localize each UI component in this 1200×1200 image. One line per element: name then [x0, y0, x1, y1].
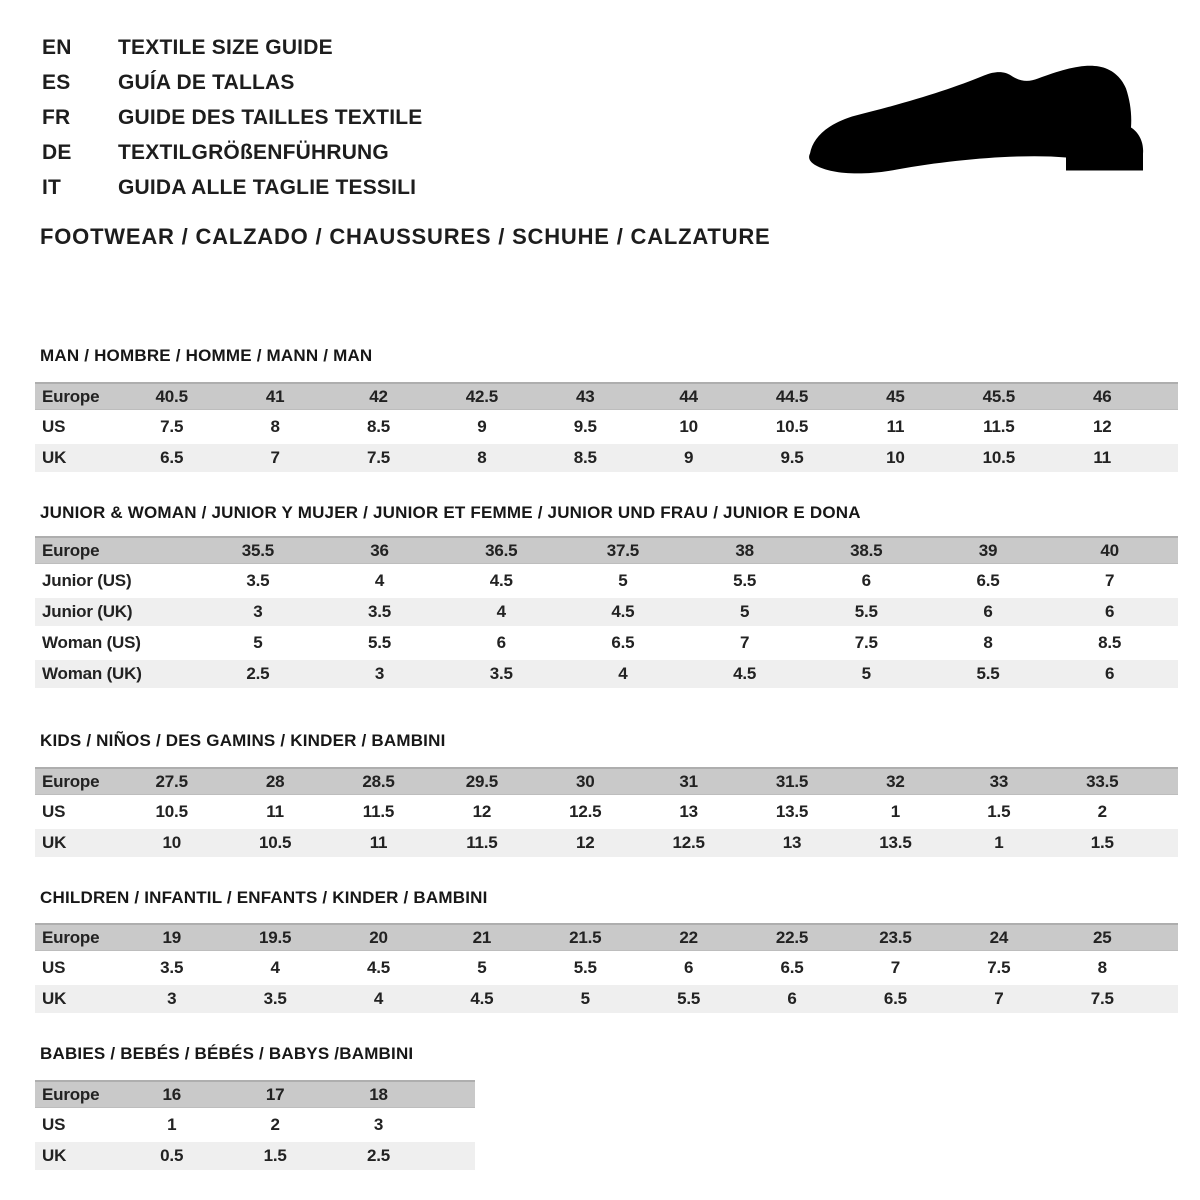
- table-row-babies-us: [35, 1111, 475, 1139]
- size-cell: 11.5: [362, 802, 395, 821]
- size-cell: 7.5: [1090, 989, 1114, 1008]
- size-table-babies: [35, 1080, 475, 1173]
- size-cell: 8.5: [573, 448, 597, 467]
- size-cell: 7: [890, 958, 901, 977]
- size-cell: 4.5: [470, 989, 494, 1008]
- size-cell: 31: [679, 771, 698, 791]
- size-cell: 3.5: [263, 989, 287, 1008]
- size-cell: 8: [983, 633, 993, 652]
- table-row-junior-woman-europe: [35, 536, 1178, 564]
- size-cell: 10.5: [155, 802, 188, 821]
- size-cell: 5.5: [854, 602, 878, 621]
- size-cell: 2: [270, 1115, 280, 1134]
- size-cell: 3: [373, 1115, 384, 1134]
- size-cell: 6: [861, 571, 871, 590]
- table-row-children-europe: [35, 923, 1178, 951]
- size-cell: 36.5: [485, 540, 518, 560]
- size-cell: 3.5: [368, 602, 392, 621]
- size-cell: 24: [989, 927, 1009, 947]
- language-title: GUÍA DE TALLAS: [118, 70, 295, 94]
- size-cell: 3.5: [246, 571, 270, 590]
- size-cell: 6: [983, 602, 993, 621]
- size-cell: 10: [886, 448, 905, 467]
- size-cell: 11: [886, 417, 905, 436]
- size-cell: 5.5: [976, 664, 1000, 683]
- size-cell: 5: [739, 602, 750, 621]
- size-cell: 0.5: [160, 1146, 184, 1165]
- size-cell: 5.5: [368, 633, 392, 652]
- size-cell: 8: [477, 448, 487, 467]
- size-cell: 6.5: [780, 958, 804, 977]
- size-cell: 7: [739, 633, 750, 652]
- size-cell: 11.5: [466, 833, 498, 852]
- table-row-kids-europe: [35, 767, 1178, 795]
- table-row-man-us: [35, 413, 1178, 441]
- language-code: FR: [42, 105, 71, 129]
- size-cell: 28: [265, 771, 285, 791]
- language-title: TEXTILE SIZE GUIDE: [118, 35, 333, 59]
- size-cell: 35.5: [241, 540, 274, 560]
- size-cell: 42: [369, 386, 388, 406]
- size-cell: 18: [369, 1084, 388, 1104]
- size-cell: 5.5: [733, 571, 757, 590]
- language-row: [42, 100, 422, 135]
- row-label: Europe: [42, 386, 100, 406]
- size-cell: 29.5: [465, 771, 499, 791]
- size-cell: 13: [782, 833, 802, 852]
- size-cell: 10.5: [775, 417, 809, 436]
- table-row-children-us: [35, 954, 1178, 982]
- size-cell: 27.5: [155, 771, 188, 791]
- size-cell: 11.5: [983, 417, 1015, 436]
- size-cell: 10: [162, 833, 181, 852]
- row-label: Europe: [42, 927, 100, 947]
- size-cell: 1: [994, 833, 1004, 852]
- table-row-babies-europe: [35, 1080, 475, 1108]
- size-cell: 20: [369, 927, 388, 947]
- row-label: Junior (US): [42, 571, 132, 590]
- size-cell: 11: [369, 833, 388, 852]
- section-title-man: MAN / HOMBRE / HOMME / MANN / MAN: [40, 346, 373, 365]
- row-label: UK: [42, 1146, 67, 1165]
- table-row-babies-uk: [35, 1142, 475, 1170]
- size-cell: 4.5: [611, 602, 635, 621]
- size-table-kids: [35, 767, 1178, 860]
- size-cell: 4.5: [366, 958, 390, 977]
- size-cell: 5: [861, 664, 871, 683]
- size-cell: 38.5: [850, 540, 883, 560]
- size-cell: 7.5: [854, 633, 878, 652]
- size-cell: 9: [477, 417, 487, 436]
- table-row-junior-woman-junior-us-: [35, 567, 1178, 595]
- size-cell: 42.5: [465, 386, 499, 406]
- size-cell: 2.5: [366, 1146, 390, 1165]
- language-code: EN: [42, 35, 72, 59]
- size-cell: 23.5: [879, 927, 912, 947]
- size-cell: 5.5: [573, 958, 597, 977]
- table-row-man-europe: [35, 382, 1178, 410]
- size-cell: 2.5: [246, 664, 270, 683]
- size-cell: 6: [684, 958, 694, 977]
- size-cell: 16: [162, 1084, 181, 1104]
- size-cell: 33.5: [1086, 771, 1119, 791]
- size-cell: 13.5: [879, 833, 912, 852]
- size-cell: 8.5: [366, 417, 390, 436]
- table-row-kids-uk: [35, 829, 1178, 857]
- size-cell: 5: [580, 989, 590, 1008]
- row-label: Woman (US): [42, 633, 141, 652]
- row-label: UK: [42, 989, 67, 1008]
- size-cell: 4: [374, 571, 385, 590]
- row-label: US: [42, 1115, 66, 1134]
- table-row-junior-woman-woman-uk-: [35, 660, 1178, 688]
- size-cell: 28.5: [362, 771, 395, 791]
- size-cell: 21.5: [569, 927, 602, 947]
- language-title: GUIDE DES TAILLES TEXTILE: [118, 105, 423, 129]
- size-cell: 12.5: [569, 802, 602, 821]
- size-cell: 8: [270, 417, 280, 436]
- size-cell: 4: [496, 602, 506, 621]
- size-cell: 3.5: [489, 664, 513, 683]
- table-row-children-uk: [35, 985, 1178, 1013]
- table-row-kids-us: [35, 798, 1178, 826]
- size-cell: 11: [266, 802, 284, 821]
- size-cell: 8: [1097, 958, 1107, 977]
- size-cell: 36: [370, 540, 389, 560]
- size-table-junior-woman: [35, 536, 1178, 691]
- size-cell: 30: [576, 771, 595, 791]
- size-cell: 6.5: [611, 633, 635, 652]
- size-cell: 5: [477, 958, 487, 977]
- language-row: [42, 135, 422, 170]
- size-cell: 1: [890, 802, 901, 821]
- size-cell: 6: [1105, 602, 1115, 621]
- row-label: Junior (UK): [42, 602, 133, 621]
- size-cell: 2: [1097, 802, 1107, 821]
- size-cell: 6.5: [976, 571, 1000, 590]
- size-cell: 7.5: [160, 417, 184, 436]
- size-cell: 4: [618, 664, 628, 683]
- size-cell: 46: [1092, 386, 1112, 406]
- size-cell: 10.5: [258, 833, 292, 852]
- size-cell: 9.5: [573, 417, 597, 436]
- language-row: [42, 65, 422, 100]
- row-label: US: [42, 802, 66, 821]
- language-code: DE: [42, 140, 72, 164]
- size-cell: 45.5: [982, 386, 1015, 406]
- language-row: [42, 30, 422, 65]
- size-cell: 19: [162, 927, 181, 947]
- language-row: [42, 170, 422, 205]
- section-title-babies: BABIES / BEBÉS / BÉBÉS / BABYS /BAMBINI: [40, 1044, 414, 1063]
- dress-shoe-icon: [800, 56, 1150, 196]
- size-table-children: [35, 923, 1178, 1016]
- size-cell: 1.5: [987, 802, 1011, 821]
- size-cell: 13.5: [775, 802, 809, 821]
- row-label: UK: [42, 833, 67, 852]
- size-cell: 44.5: [775, 386, 809, 406]
- size-cell: 4: [270, 958, 280, 977]
- size-cell: 43: [576, 386, 595, 406]
- row-label: UK: [42, 448, 67, 467]
- size-cell: 39: [978, 540, 998, 560]
- row-label: Woman (UK): [42, 664, 142, 683]
- section-title-children: CHILDREN / INFANTIL / ENFANTS / KINDER / BAMBINI: [40, 888, 488, 907]
- size-cell: 19.5: [258, 927, 292, 947]
- row-label: US: [42, 958, 66, 977]
- size-cell: 25: [1092, 927, 1112, 947]
- size-cell: 17: [265, 1084, 285, 1104]
- size-cell: 10: [679, 417, 698, 436]
- size-cell: 12: [576, 833, 595, 852]
- language-code: IT: [42, 175, 62, 199]
- size-cell: 9.5: [780, 448, 804, 467]
- size-cell: 7: [1105, 571, 1115, 590]
- size-cell: 22: [679, 927, 698, 947]
- language-code: ES: [42, 70, 71, 94]
- row-label: Europe: [42, 771, 100, 791]
- size-cell: 1.5: [263, 1146, 287, 1165]
- size-cell: 7.5: [987, 958, 1011, 977]
- size-cell: 7.5: [366, 448, 390, 467]
- section-title-kids: KIDS / NIÑOS / DES GAMINS / KINDER / BAMBINI: [40, 731, 446, 750]
- size-cell: 6: [496, 633, 506, 652]
- size-cell: 44: [679, 386, 698, 406]
- size-cell: 4: [373, 989, 384, 1008]
- size-cell: 9: [684, 448, 694, 467]
- size-cell: 5.5: [677, 989, 701, 1008]
- size-cell: 21: [472, 927, 492, 947]
- size-cell: 7: [994, 989, 1004, 1008]
- language-header: [42, 30, 422, 205]
- section-title-junior-woman: JUNIOR & WOMAN / JUNIOR Y MUJER / JUNIOR ET FEMME / JUNIOR UND FRAU / JUNIOR E DONA: [40, 503, 861, 522]
- size-cell: 3: [253, 602, 263, 621]
- size-cell: 1.5: [1090, 833, 1114, 852]
- size-cell: 41: [265, 386, 285, 406]
- size-cell: 3: [374, 664, 385, 683]
- size-cell: 31.5: [775, 771, 809, 791]
- size-cell: 4.5: [489, 571, 513, 590]
- size-cell: 22.5: [775, 927, 809, 947]
- size-cell: 13: [679, 802, 698, 821]
- size-cell: 6.5: [883, 989, 907, 1008]
- size-cell: 4.5: [733, 664, 757, 683]
- table-row-junior-woman-woman-us-: [35, 629, 1178, 657]
- size-cell: 1: [167, 1115, 177, 1134]
- size-cell: 40: [1100, 540, 1119, 560]
- size-cell: 45: [886, 386, 905, 406]
- size-cell: 7: [270, 448, 280, 467]
- size-cell: 11: [1093, 448, 1111, 467]
- size-cell: 5: [618, 571, 628, 590]
- size-cell: 33: [989, 771, 1009, 791]
- category-heading: FOOTWEAR / CALZADO / CHAUSSURES / SCHUHE / CALZATURE: [40, 224, 771, 249]
- size-cell: 32: [886, 771, 905, 791]
- size-cell: 10.5: [982, 448, 1015, 467]
- size-cell: 12.5: [672, 833, 705, 852]
- row-label: Europe: [42, 540, 100, 560]
- language-title: GUIDA ALLE TAGLIE TESSILI: [118, 175, 417, 199]
- table-row-man-uk: [35, 444, 1178, 472]
- size-cell: 6.5: [160, 448, 184, 467]
- size-cell: 5: [253, 633, 263, 652]
- size-cell: 38: [735, 540, 754, 560]
- row-label: US: [42, 417, 66, 436]
- language-title: TEXTILGRÖßENFÜHRUNG: [118, 140, 389, 164]
- size-cell: 6: [1105, 664, 1115, 683]
- size-table-man: [35, 382, 1178, 475]
- size-cell: 12: [1092, 417, 1112, 436]
- size-cell: 3: [167, 989, 177, 1008]
- size-cell: 6: [787, 989, 797, 1008]
- size-cell: 12: [472, 802, 492, 821]
- size-cell: 40.5: [155, 386, 188, 406]
- table-row-junior-woman-junior-uk-: [35, 598, 1178, 626]
- size-cell: 8.5: [1098, 633, 1122, 652]
- row-label: Europe: [42, 1084, 100, 1104]
- size-cell: 37.5: [606, 540, 640, 560]
- size-cell: 3.5: [160, 958, 184, 977]
